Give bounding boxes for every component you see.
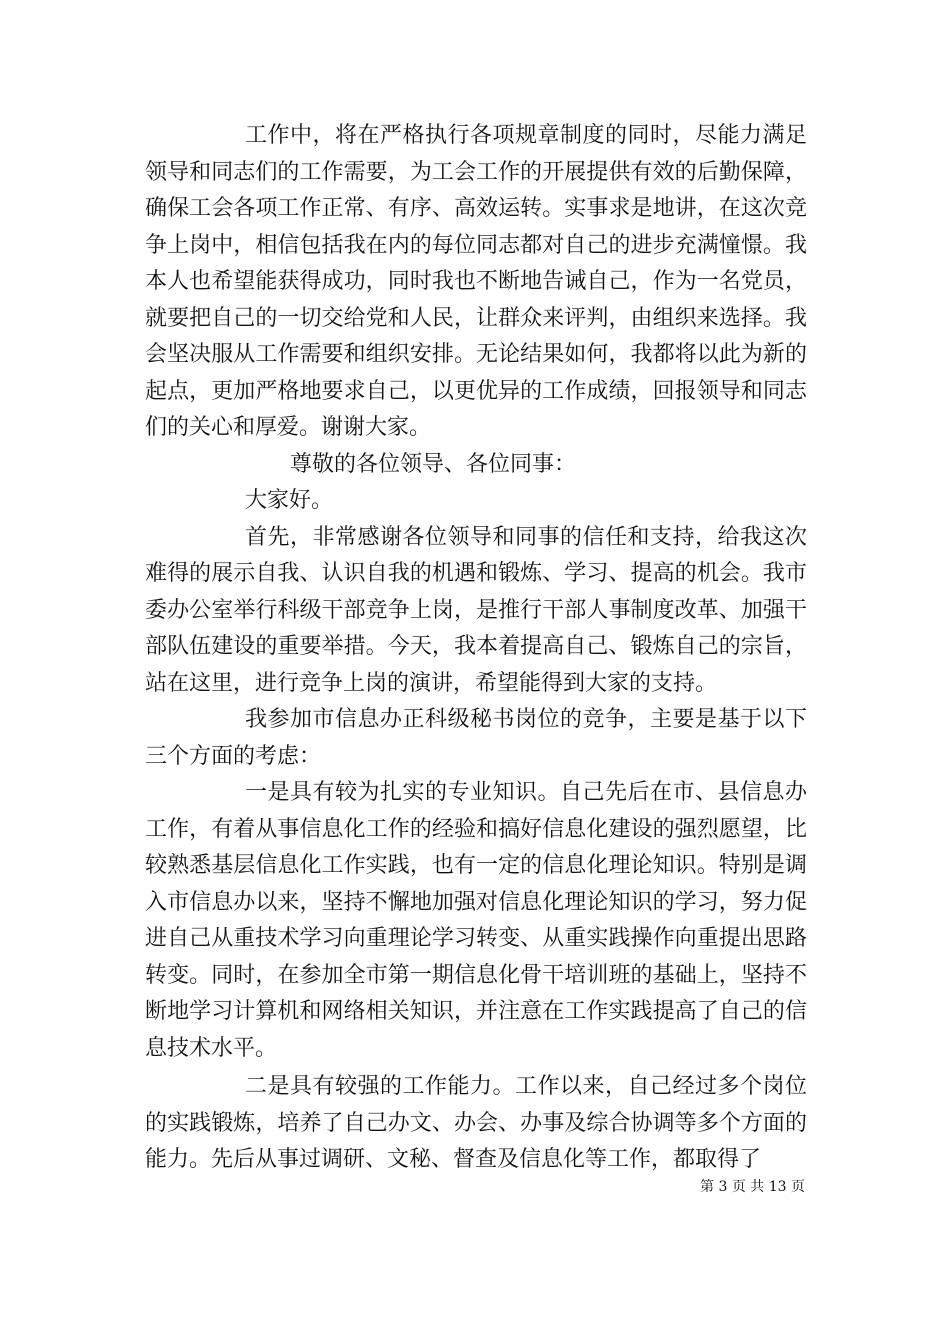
paragraph-position-intro: 我参加市信息办正科级秘书岗位的竞争，主要是基于以下三个方面的考虑： (145, 707, 807, 769)
paragraph-closing-statement: 工作中，将在严格执行各项规章制度的同时，尽能力满足领导和同志们的工作需要，为工会工作的开展提供有效的后勤保障，确保工会各项工作正常、有序、高效运转。实事求是地讲，在这次竞争上岗中，相信包括我在内的每位同志都对自己的进步充满憧憬。我本人也希望能获得成功，同时我也不断地告诫自己，作为一名党员，就要把自己的一切交给党和人民，让群众来评判，由组织来选择。我会坚决服从工作需要和组织安排。无论结果如何，我都将以此为新的起点，更加严格地要求自己，以更优异的工作成绩，回报领导和同志们的关心和厚爱。谢谢大家。 (145, 123, 807, 440)
paragraph-salutation: 尊敬的各位领导、各位同事： (290, 451, 577, 477)
paragraph-point-two: 二是具有较强的工作能力。工作以来，自己经过多个岗位的实践锻炼，培养了自己办文、办会、办事及综合协调等多个方面的能力。先后从事过调研、文秘、督查及信息化等工作，都取得了 (145, 1074, 807, 1172)
paragraph-point-one: 一是具有较为扎实的专业知识。自己先后在市、县信息办工作，有着从事信息化工作的经验和搞好信息化建设的强烈愿望，比较熟悉基层信息化工作实践，也有一定的信息化理论知识。特别是调入市信息办以来，坚持不懈地加强对信息化理论知识的学习，努力促进自己从重技术学习向重理论学习转变、从重实践操作向重提出思路转变。同时，在参加全市第一期信息化骨干培训班的基础上，坚持不断地学习计算机和网络相关知识，并注意在工作实践提高了自己的信息技术水平。 (145, 780, 807, 1061)
document-body (145, 118, 807, 1179)
paragraph-thanks: 首先，非常感谢各位领导和同事的信任和支持，给我这次难得的展示自我、认识自我的机遇和锻炼、学习、提高的机会。我市委办公室举行科级干部竞争上岗，是推行干部人事制度改革、加强干部队伍建设的重要举措。今天，我本着提高自己、锻炼自己的宗旨，站在这里，进行竞争上岗的演讲，希望能得到大家的支持。 (145, 524, 807, 696)
paragraph-greeting: 大家好。 (245, 488, 334, 513)
page-number-footer: 第 3 页 共 13 页 (700, 1179, 805, 1195)
